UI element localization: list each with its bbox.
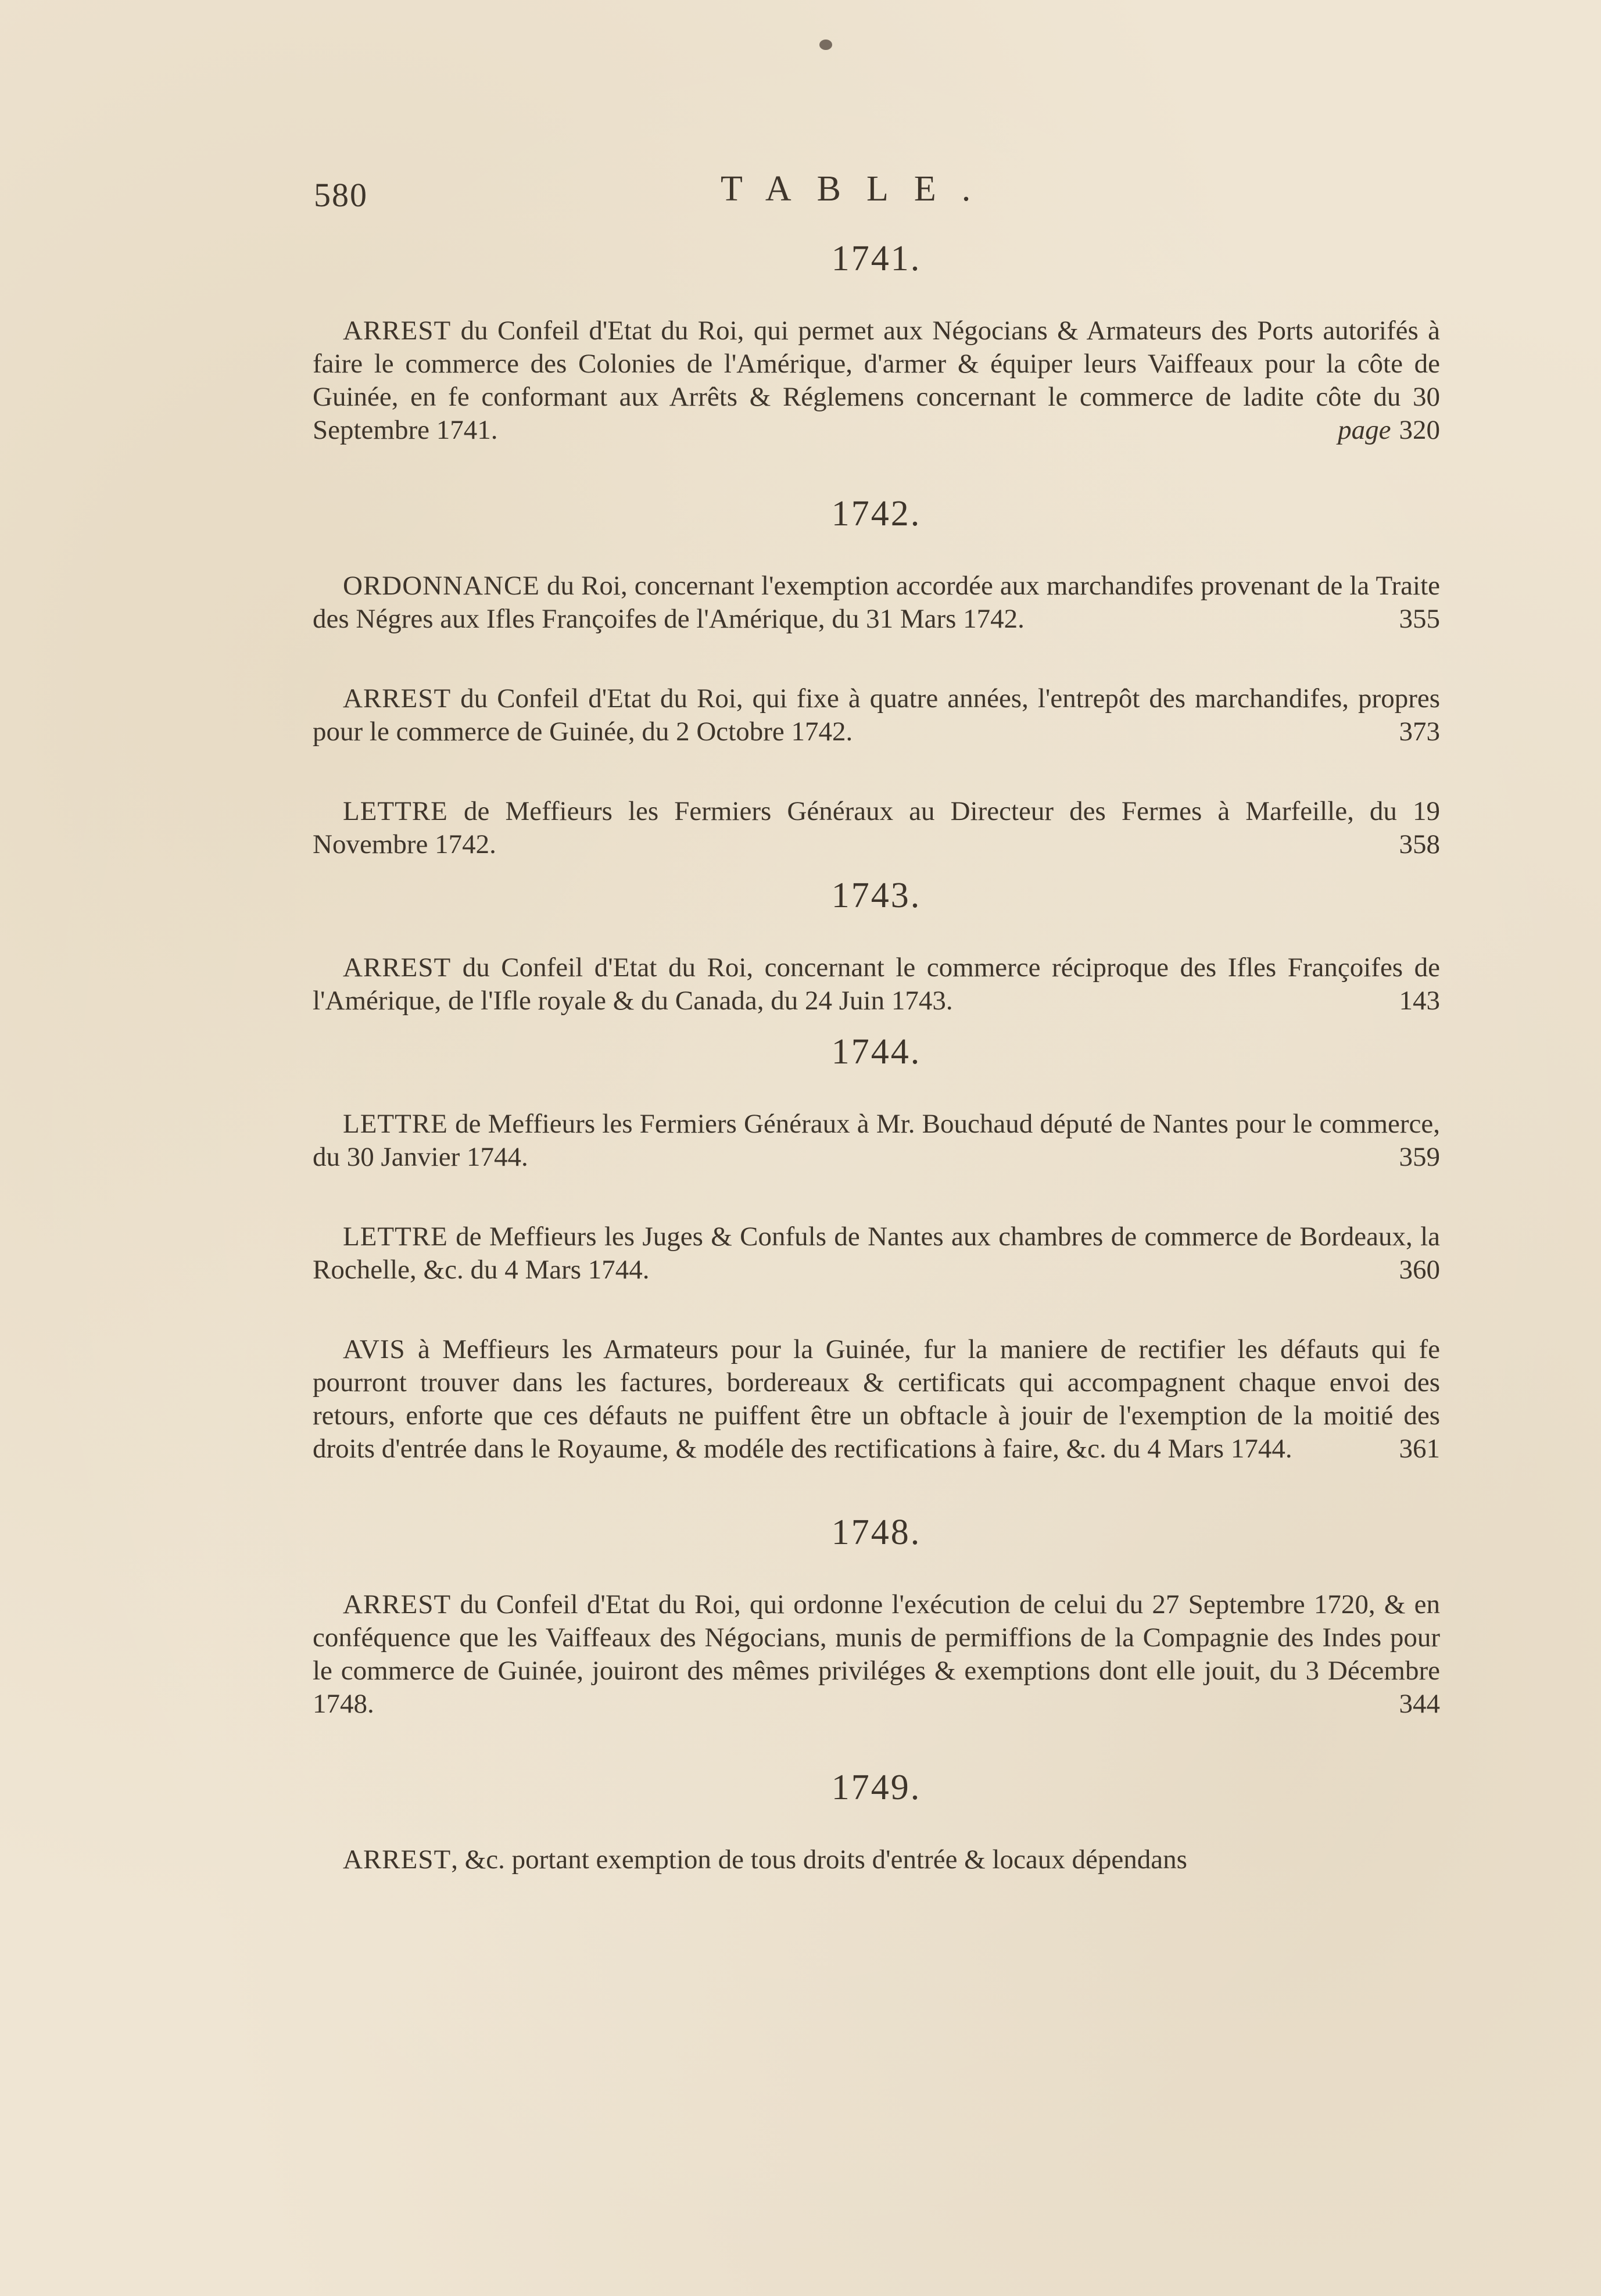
entry-heading: ARREST [343, 1589, 452, 1620]
entry-page: 360 [1399, 1255, 1440, 1285]
entry-page: 320 [1399, 415, 1440, 445]
toc-entry [313, 1843, 1440, 1876]
toc-entry [313, 1588, 1440, 1721]
entry-text: à Meffieurs les Armateurs pour la Guinée, fur la maniere de rectifier les défauts qui fe pourront trouver dans les factures, bordereaux & certificats qui accompagnent chaque envoi des retours, enforte que ces défauts ne puiffent être un obftacle à jouir de l'exemption de la moitié des droits d'entrée dans le Royaume, & modéle des rectifications à faire, &c. du 4 Mars 1744. [313, 1334, 1440, 1464]
year-heading-1749: 1749. [831, 1768, 922, 1807]
entry-text: du Roi, concernant l'exemption accordée aux marchandifes provenant de la Traite des Négres aux Ifles Françoifes de l'Amérique, du 31 Mars 1742. [313, 571, 1441, 634]
entry-page: 361 [1399, 1434, 1440, 1464]
year-heading-1742: 1742. [831, 494, 922, 533]
entry-page: 143 [1399, 986, 1440, 1016]
entry-heading: ARREST [343, 1844, 452, 1875]
entry-heading: ARREST [343, 316, 452, 346]
toc-entry [313, 1108, 1440, 1174]
entry-text: du Confeil d'Etat du Roi, qui fixe à quatre années, l'entrepôt des marchandifes, propres pour le commerce de Guinée, du 2 Octobre 1742. [313, 683, 1440, 747]
entry-page: 344 [1399, 1689, 1440, 1719]
year-heading-1748: 1748. [831, 1513, 922, 1552]
entry-page: 373 [1399, 717, 1440, 747]
entry-text: du Confeil d'Etat du Roi, qui permet aux Négocians & Armateurs des Ports autorifés à faire le commerce des Colonies de l'Amérique, d'armer & équiper leurs Vaiffeaux pour la côte de Guinée, en fe conformant aux Arrêts & Réglemens concernant le commerce de ladite côte du 30 Septembre 1741. [313, 316, 1440, 445]
page-header [314, 169, 1453, 232]
entry-page: 358 [1399, 829, 1440, 859]
toc-entry [313, 1333, 1440, 1466]
entry-heading: ARREST [343, 952, 452, 983]
toc-entry [313, 569, 1440, 636]
entry-heading: LETTRE [343, 1222, 448, 1252]
entry-text: du Confeil d'Etat du Roi, concernant le commerce réciproque des Ifles Françoifes de l'Amérique, de l'Ifle royale & du Canada, du 24 Juin 1743. [313, 952, 1440, 1016]
entry-text: du Confeil d'Etat du Roi, qui ordonne l'exécution de celui du 27 Septembre 1720, & en conféquence que les Vaiffeaux des Négocians, munis de permiffions de la Compagnie des Indes pour le commerce de Guinée, jouiront des mêmes priviléges & exemptions dont elle jouit, du 3 Décembre 1748. [313, 1589, 1440, 1719]
entry-heading: AVIS [343, 1334, 406, 1364]
ink-blot [819, 40, 832, 50]
toc-entry [313, 314, 1440, 447]
page-number: 580 [314, 176, 368, 214]
entry-page: 359 [1399, 1142, 1440, 1172]
entry-text: de Meffieurs les Juges & Confuls de Nantes aux chambres de commerce de Bordeaux, la Rochelle, &c. du 4 Mars 1744. [313, 1222, 1440, 1285]
entry-page-reference [1308, 414, 1440, 447]
entry-text: de Meffieurs les Fermiers Généraux au Directeur des Fermes à Marfeille, du 19 Novembre 1742. [313, 796, 1441, 859]
entry-page: 355 [1399, 604, 1440, 634]
toc-entry [313, 951, 1440, 1018]
year-heading-1743: 1743. [831, 876, 922, 915]
entry-heading: ARREST [343, 683, 452, 714]
entry-heading: ORDONNANCE [343, 571, 540, 601]
toc-entry [313, 682, 1440, 748]
entry-heading: LETTRE [343, 1109, 448, 1139]
toc-entry [313, 795, 1440, 861]
toc-entry [313, 1220, 1440, 1287]
page-title: TABLE. [721, 169, 997, 209]
entry-text: de Meffieurs les Fermiers Généraux à Mr. Bouchaud député de Nantes pour le commerce, du 30 Janvier 1744. [313, 1109, 1440, 1172]
page-label: page [1338, 415, 1391, 445]
year-heading-1741: 1741. [831, 239, 922, 278]
entry-text: , &c. portant exemption de tous droits d'entrée & locaux dépendans [451, 1844, 1187, 1875]
year-heading-1744: 1744. [831, 1032, 922, 1072]
entry-heading: LETTRE [343, 796, 448, 826]
table-of-contents [313, 232, 1440, 1923]
